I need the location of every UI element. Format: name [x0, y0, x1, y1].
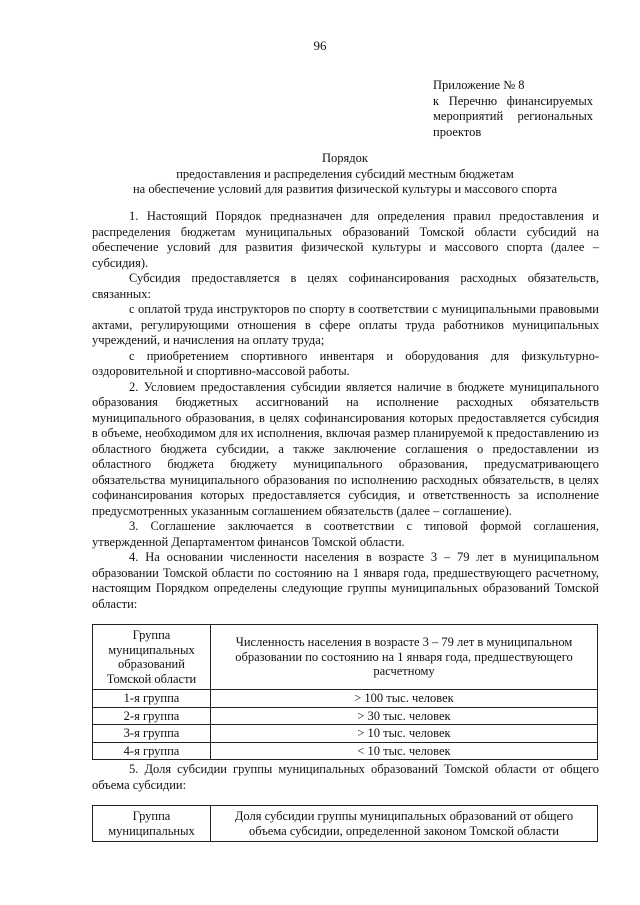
table-cell: 3-я группа: [93, 725, 211, 743]
population-groups-table: [92, 624, 598, 760]
subsidy-share-table: [92, 805, 598, 842]
paragraph: 5. Доля субсидии группы муниципальных образований Томской области от общего объема субсидии:: [92, 762, 599, 792]
table-cell: > 10 тыс. человек: [211, 725, 598, 743]
table-cell: 1-я группа: [93, 690, 211, 708]
document-title: [90, 151, 600, 198]
paragraph: 2. Условием предоставления субсидии является наличие в бюджете муниципального образования бюджетных ассигнований на исполнение расходных обязательств муниципального образования, в целях софинансирования которых предоставляется субсидия в объеме, необходимом для их исполнения, включая размер планируемой к предоставлению из областного бюджета субсидии, а также заключение соглашения о предоставлении из областного бюджета бюджету муниципального образования, предусматривающего обязательства муниципального образования по исполнению расходных обязательств, в целях софинансирования которых предоставляется субсидия, и ответственность за исполнение предусмотренных указанным соглашением обязательств (далее – соглашение).: [92, 379, 599, 518]
table-header-cell: Доля субсидии группы муниципальных образований от общего объема субсидии, определенной законом Томской области: [211, 806, 598, 842]
title-line: предоставления и распределения субсидий местным бюджетам: [176, 166, 514, 181]
table-cell: < 10 тыс. человек: [211, 742, 598, 760]
appendix-line: проектов: [433, 124, 482, 139]
title-line: Порядок: [322, 151, 368, 165]
appendix-line: к Перечню финансируемых: [433, 93, 593, 108]
paragraph: с оплатой труда инструкторов по спорту в соответствии с муниципальными правовыми актами, регулирующими отношения в сфере оплаты труда работников муниципальных учреждений, и начисления на оплату труда;: [92, 302, 599, 347]
table-cell: 4-я группа: [93, 742, 211, 760]
paragraph: Субсидия предоставляется в целях софинансирования расходных обязательств, связанных:: [92, 271, 599, 301]
table-row: [93, 742, 598, 760]
paragraph: 1. Настоящий Порядок предназначен для определения правил предоставления и распределения бюджетам муниципальных образований Томской области субсидий на обеспечение условий для развития физической культуры и массового спорта (далее – субсидия).: [92, 209, 599, 270]
table-row: [93, 725, 598, 743]
table-cell: > 100 тыс. человек: [211, 690, 598, 708]
document-body: [92, 209, 599, 612]
paragraph: 3. Соглашение заключается в соответствии с типовой формой соглашения, утвержденной Департаментом финансов Томской области.: [92, 519, 599, 549]
appendix-note: [433, 78, 593, 140]
table-row: [93, 690, 598, 708]
table-header-cell: Группа муниципальных: [93, 806, 211, 842]
paragraph: 4. На основании численности населения в возрасте 3 – 79 лет в муниципальном образовании Томской области по состоянию на 1 января года, предшествующего расчетному, настоящим Порядком определены следующие группы муниципальных образований Томской области:: [92, 550, 599, 611]
title-line: на обеспечение условий для развития физической культуры и массового спорта: [132, 182, 558, 196]
table-cell: > 30 тыс. человек: [211, 707, 598, 725]
paragraph-5: [92, 762, 599, 793]
appendix-line: Приложение № 8: [433, 78, 525, 92]
table-header-cell: Численность населения в возрасте 3 – 79 лет в муниципальном образовании по состоянию на 1 января года, предшествующего расчетному: [211, 625, 598, 690]
appendix-line: мероприятий региональных: [433, 109, 593, 123]
paragraph: с приобретением спортивного инвентаря и оборудования для физкультурно-оздоровительной и спортивно-массовой работы.: [92, 348, 599, 378]
table-header-row: [93, 625, 598, 690]
table-header-row: [93, 806, 598, 842]
page-number: 96: [313, 38, 327, 53]
table-cell: 2-я группа: [93, 707, 211, 725]
table-row: [93, 707, 598, 725]
table-header-cell: Группа муниципальных образований Томской области: [93, 625, 211, 690]
